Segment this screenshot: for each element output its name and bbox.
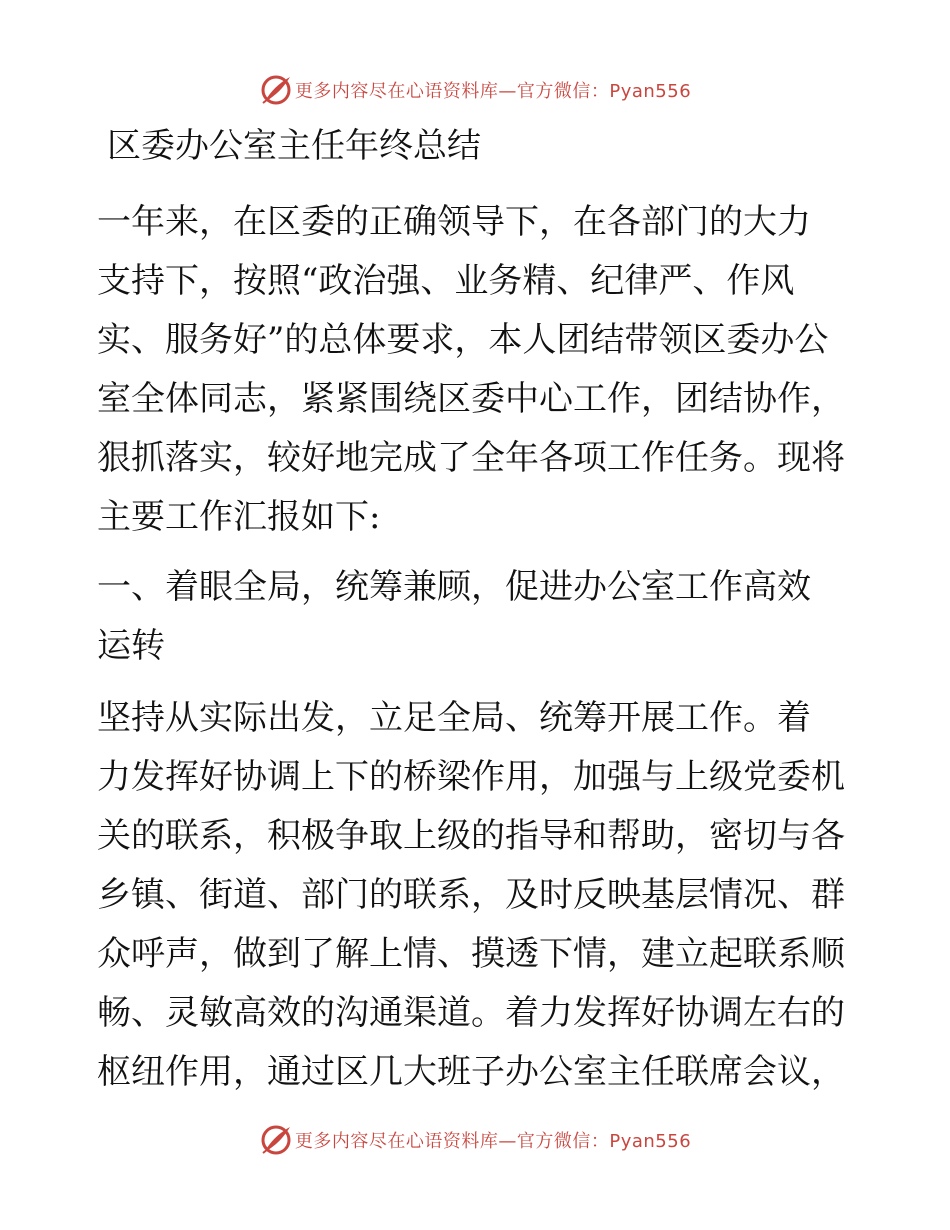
text-line: 狠抓落实，较好地完成了全年各项工作任务。现将	[97, 438, 845, 478]
header-banner-text: 更多内容尽在心语资料库—官方微信：Pyan556	[294, 81, 692, 102]
text-line: 室全体同志，紧紧围绕区委中心工作，团结协作，	[97, 379, 845, 419]
header-banner	[0, 70, 950, 110]
text-line: 支持下，按照“政治强、业务精、纪律严、作风	[97, 261, 795, 301]
text-line: 坚持从实际出发，立足全局、统筹开展工作。着	[97, 698, 811, 738]
section-heading-1	[97, 558, 857, 676]
text-line: 畅、灵敏高效的沟通渠道。着力发挥好协调左右的	[97, 993, 845, 1033]
text-line: 主要工作汇报如下:	[97, 497, 381, 537]
text-line: 实、服务好”的总体要求，本人团结带领区委办公	[97, 320, 829, 360]
text-line: 关的联系，积极争取上级的指导和帮助，密切与各	[97, 816, 845, 856]
text-line: 一、着眼全局，统筹兼顾，促进办公室工作高效	[97, 567, 811, 607]
quill-logo-icon	[259, 73, 293, 107]
paragraph-intro	[97, 193, 857, 547]
text-line: 一年来，在区委的正确领导下，在各部门的大力	[97, 202, 811, 242]
text-line: 力发挥好协调上下的桥梁作用，加强与上级党委机	[97, 757, 845, 797]
text-line: 众呼声，做到了解上情、摸透下情，建立起联系顺	[97, 934, 845, 974]
text-line: 乡镇、街道、部门的联系，及时反映基层情况、群	[97, 875, 845, 915]
text-line: 枢纽作用，通过区几大班子办公室主任联席会议，	[97, 1052, 845, 1092]
footer-banner-text: 更多内容尽在心语资料库—官方微信：Pyan556	[294, 1131, 692, 1152]
document-title: 区委办公室主任年终总结	[107, 126, 481, 166]
paragraph-section-1-body	[97, 689, 857, 1102]
quill-logo-icon	[259, 1123, 293, 1157]
text-line: 运转	[97, 626, 165, 666]
footer-banner	[0, 1120, 950, 1160]
